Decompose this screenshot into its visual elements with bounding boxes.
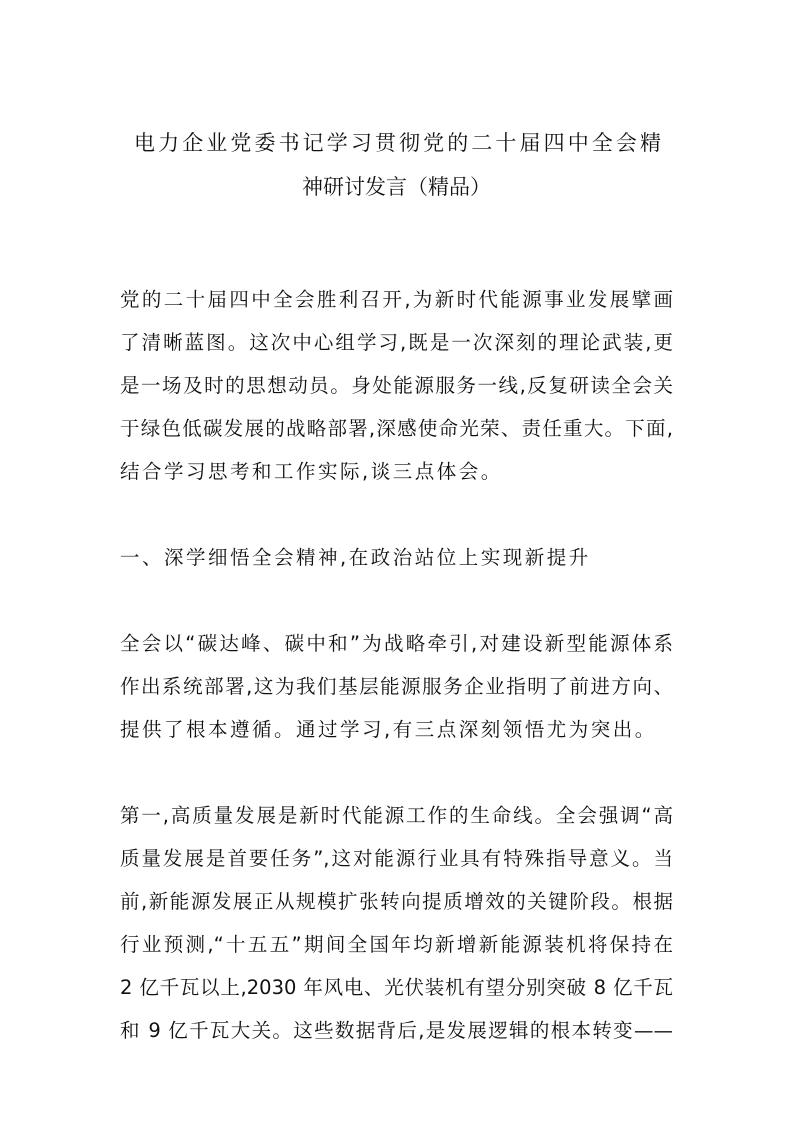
paragraph-line: 前,新能源发展正从规模扩张转向提质增效的关键阶段。根据 [120, 890, 673, 913]
paragraph-line: 提供了根本遵循。通过学习,有三点深刻领悟尤为突出。 [120, 718, 657, 741]
paragraph-line: 全会以“碳达峰、碳中和”为战略牵引,对建设新型能源体系 [120, 632, 673, 655]
paragraph-line: 是一场及时的思想动员。身处能源服务一线,反复研读全会关 [120, 374, 673, 397]
document-title-line-2: 神研讨发言（精品） [302, 175, 491, 199]
paragraph-line: 2 亿千瓦以上,2030 年风电、光伏装机有望分别突破 8 亿千瓦 [120, 976, 673, 999]
paragraph-line: 质量发展是首要任务”,这对能源行业具有特殊指导意义。当 [120, 847, 673, 870]
paragraph-line: 和 9 亿千瓦大关。这些数据背后,是发展逻辑的根本转变—— [120, 1019, 673, 1042]
paragraph-line: 了清晰蓝图。这次中心组学习,既是一次深刻的理论武装,更 [120, 331, 673, 354]
section-heading: 一、深学细悟全会精神,在政治站位上实现新提升 [120, 546, 591, 569]
paragraph-line: 党的二十届四中全会胜利召开,为新时代能源事业发展擘画 [120, 288, 673, 311]
paragraph-line: 第一,高质量发展是新时代能源工作的生命线。全会强调“高 [120, 804, 673, 827]
document-title-line-1: 电力企业党委书记学习贯彻党的二十届四中全会精 [134, 131, 661, 155]
paragraph-line: 结合学习思考和工作实际,谈三点体会。 [120, 460, 503, 483]
paragraph-line: 行业预测,“十五五”期间全国年均新增新能源装机将保持在 [120, 933, 673, 956]
paragraph-line: 于绿色低碳发展的战略部署,深感使命光荣、责任重大。下面, [120, 417, 673, 440]
paragraph-line: 作出系统部署,这为我们基层能源服务企业指明了前进方向、 [120, 675, 673, 698]
